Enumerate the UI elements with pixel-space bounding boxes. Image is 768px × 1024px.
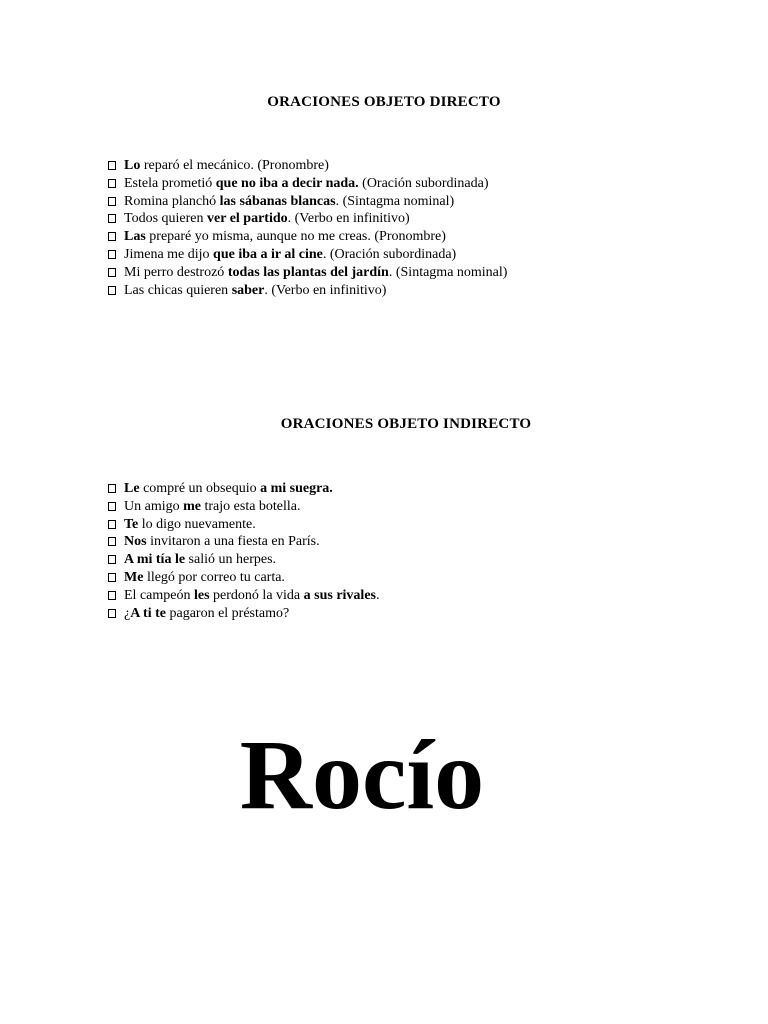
checkbox-bullet-icon (108, 609, 116, 618)
highlighted-phrase: Las (124, 229, 146, 245)
list-item (108, 246, 507, 264)
list-item (108, 516, 379, 534)
sentence-text: El campeón (124, 587, 194, 603)
sentence-text: . (375, 587, 380, 603)
objeto-indirecto-list (108, 480, 379, 622)
list-item (108, 228, 507, 246)
list-item (108, 157, 507, 175)
sentence-text: . (Verbo en infinitivo) (264, 282, 387, 298)
sentence-text: pagaron el préstamo? (165, 605, 290, 621)
list-item (108, 551, 379, 569)
sentence-text: invitaron a una fiesta en París. (146, 534, 320, 550)
checkbox-bullet-icon (108, 537, 116, 546)
sentence-text: lo digo nuevamente. (138, 516, 256, 532)
highlighted-phrase: saber (231, 282, 265, 298)
checkbox-bullet-icon (108, 232, 116, 241)
checkbox-bullet-icon (108, 573, 116, 582)
list-item (108, 282, 507, 300)
highlighted-phrase: a sus rivales (303, 587, 376, 603)
highlighted-phrase: a mi suegra. (260, 481, 333, 496)
sentence-text: llegó por correo tu carta. (143, 569, 285, 585)
sentence-text: trajo esta botella. (201, 498, 301, 514)
sentence-text: . (Sintagma nominal) (388, 264, 508, 280)
sentence-text: ¿ (124, 605, 131, 621)
sentence-text: . (Verbo en infinitivo) (287, 211, 410, 227)
list-item (108, 264, 507, 282)
sentence-text: Jimena me dijo (124, 246, 214, 262)
sentence-text: Estela prometió (124, 175, 216, 191)
checkbox-bullet-icon (108, 214, 116, 223)
list-item (108, 498, 379, 516)
highlighted-phrase: les (193, 587, 210, 603)
sentence-text: Romina planchó (124, 193, 220, 209)
signature-text: Rocío (239, 719, 485, 830)
checkbox-bullet-icon (108, 250, 116, 259)
sentence-text: perdonó la vida (209, 587, 304, 603)
checkbox-bullet-icon (108, 502, 116, 511)
sentence-text: . (Sintagma nominal) (335, 193, 455, 209)
sentence-text: reparó el mecánico. (Pronombre) (140, 158, 329, 173)
list-item (108, 175, 507, 193)
list-item (108, 193, 507, 211)
highlighted-phrase: las sábanas blancas (219, 193, 336, 209)
highlighted-phrase: Le (124, 481, 140, 496)
highlighted-phrase: que iba a ir al cine (213, 246, 323, 262)
highlighted-phrase: A ti te (130, 605, 166, 621)
list-item (108, 210, 507, 228)
section-title-objeto-directo: ORACIONES OBJETO DIRECTO (267, 94, 501, 110)
highlighted-phrase: A mi tía le (124, 552, 186, 568)
checkbox-bullet-icon (108, 484, 116, 493)
highlighted-phrase: Me (124, 569, 144, 585)
sentence-text: Mi perro destrozó (124, 264, 228, 280)
highlighted-phrase: que no iba a decir nada. (215, 175, 359, 191)
checkbox-bullet-icon (108, 520, 116, 529)
checkbox-bullet-icon (108, 555, 116, 564)
sentence-text: (Oración subordinada) (358, 175, 489, 191)
sentence-text: salió un herpes. (185, 552, 277, 568)
highlighted-phrase: todas las plantas del jardín (227, 264, 389, 280)
section-title-objeto-indirecto: ORACIONES OBJETO INDIRECTO (280, 416, 532, 432)
objeto-directo-list (108, 157, 507, 299)
checkbox-bullet-icon (108, 161, 116, 170)
checkbox-bullet-icon (108, 179, 116, 188)
sentence-text: Todos quieren (124, 211, 208, 227)
sentence-text: Las chicas quieren (124, 282, 232, 298)
checkbox-bullet-icon (108, 197, 116, 206)
highlighted-phrase: Lo (124, 158, 141, 173)
highlighted-phrase: ver el partido (207, 211, 288, 227)
list-item (108, 587, 379, 605)
checkbox-bullet-icon (108, 591, 116, 600)
list-item (108, 533, 379, 551)
sentence-text: . (Oración subordinada) (322, 246, 457, 262)
list-item (108, 480, 379, 498)
checkbox-bullet-icon (108, 268, 116, 277)
highlighted-phrase: Te (124, 516, 139, 532)
sentence-text: compré un obsequio (139, 481, 261, 496)
highlighted-phrase: Nos (124, 534, 147, 550)
list-item (108, 605, 379, 623)
sentence-text: preparé yo misma, aunque no me creas. (Pronombre) (145, 229, 446, 245)
sentence-text: Un amigo (124, 498, 184, 514)
highlighted-phrase: me (183, 498, 201, 514)
checkbox-bullet-icon (108, 286, 116, 295)
list-item (108, 569, 379, 587)
